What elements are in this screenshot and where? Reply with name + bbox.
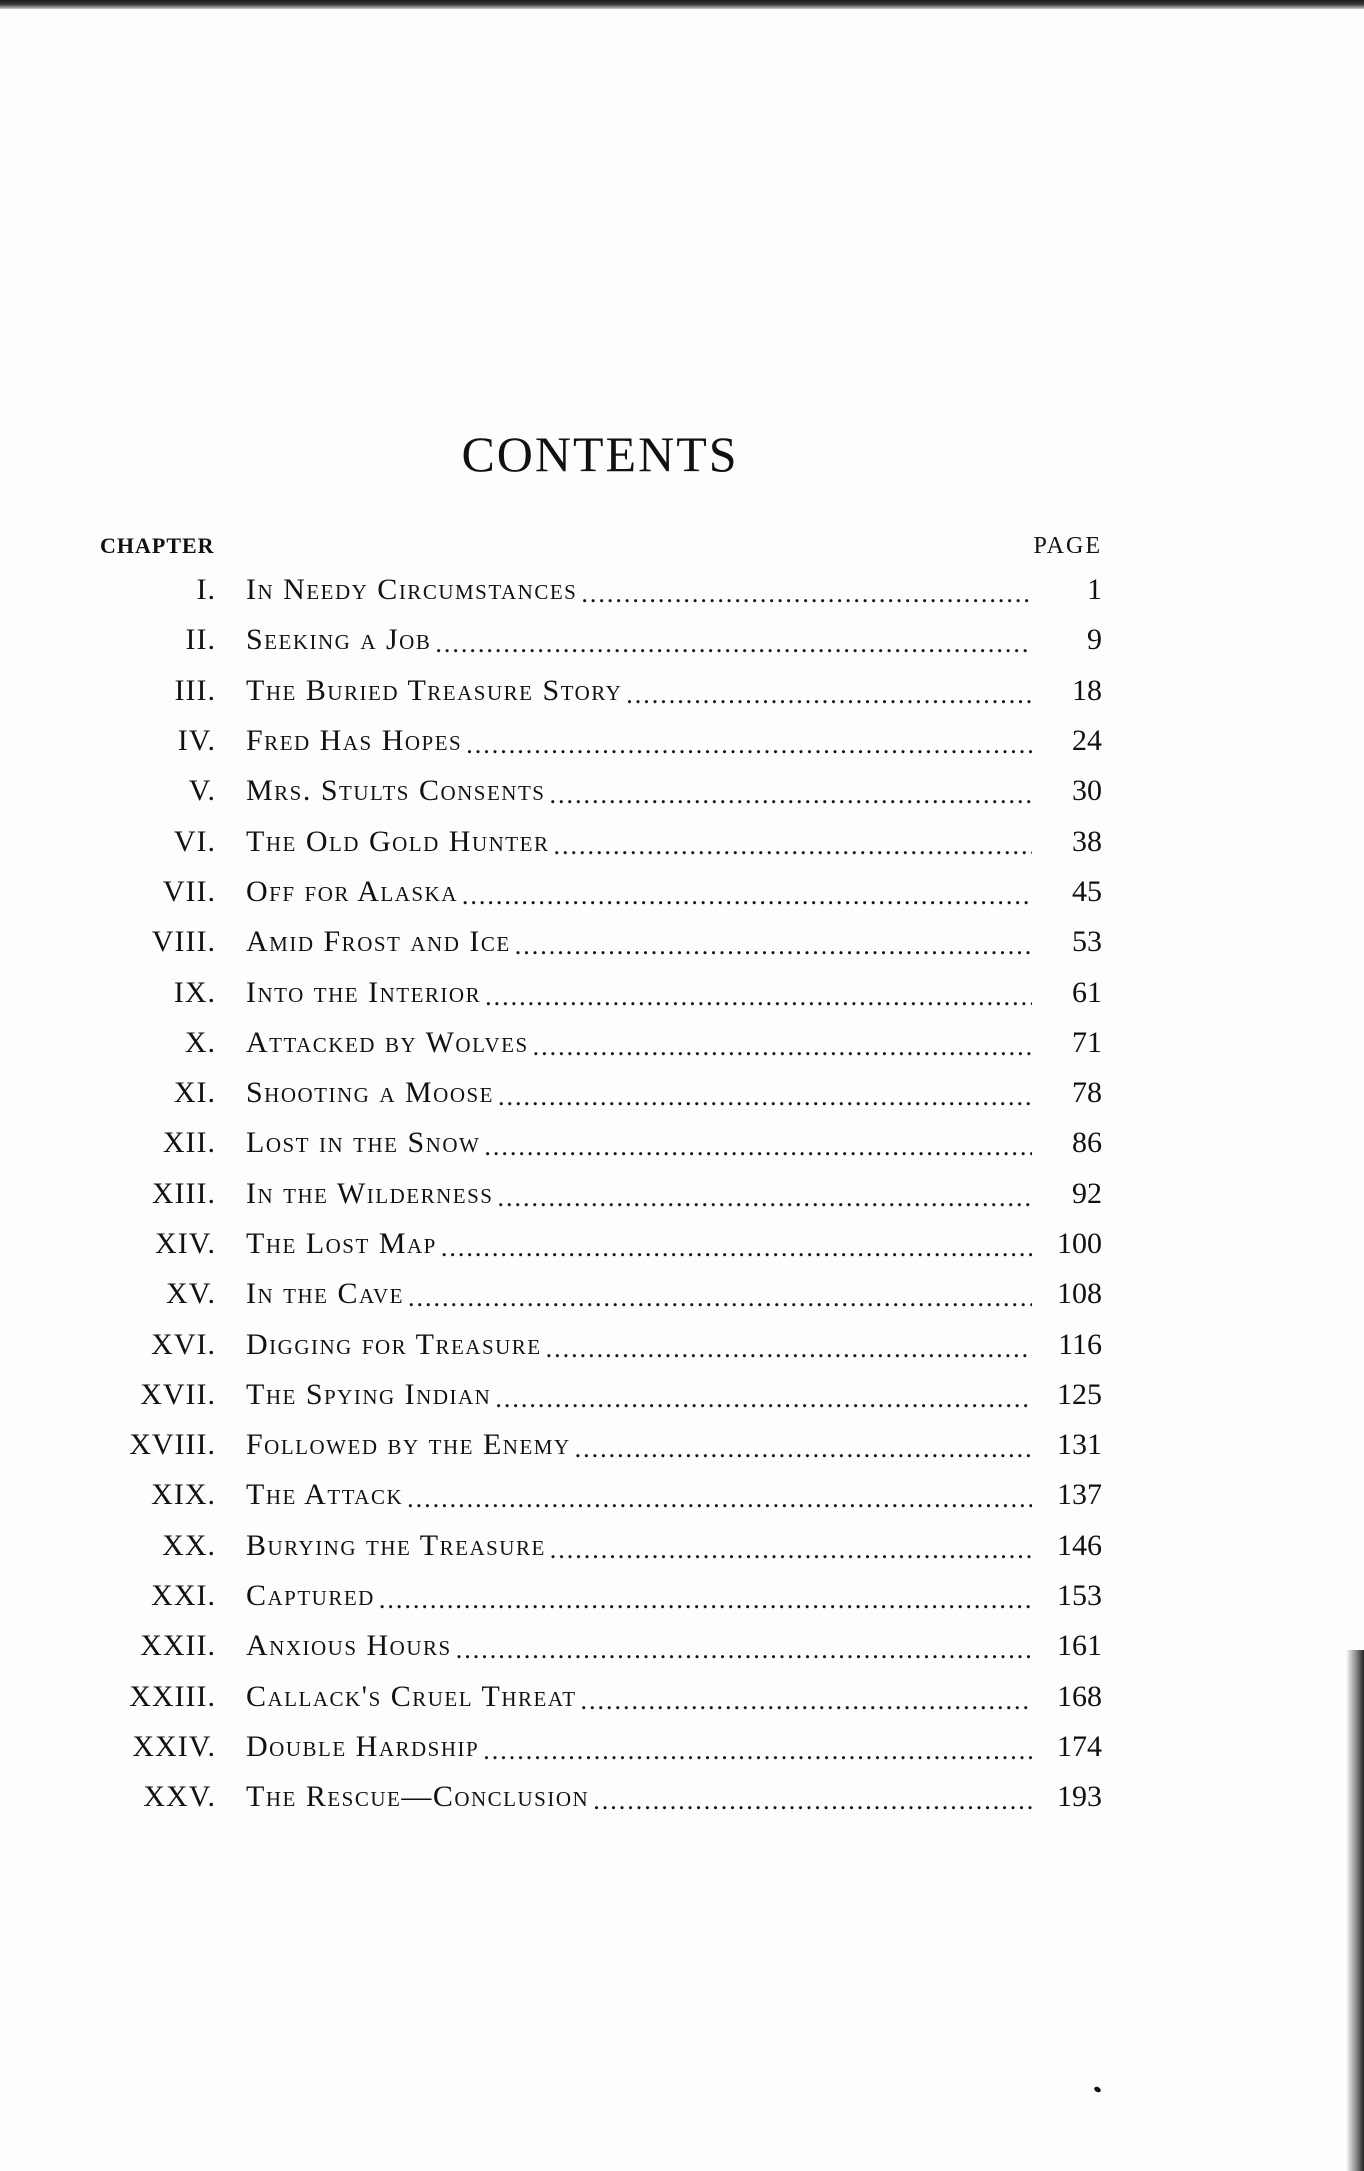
chapter-title: Into the Interior (246, 975, 482, 1009)
toc-entry (60, 1370, 1102, 1420)
dot-leader (495, 1384, 1032, 1414)
page-number: 146 (1057, 1528, 1102, 1562)
toc-entry (60, 917, 1102, 967)
chapter-title: Lost in the Snow (246, 1126, 481, 1160)
chapter-number: I. (196, 573, 216, 607)
chapter-number: XXIV. (132, 1729, 216, 1763)
chapter-number: VII. (162, 874, 216, 908)
dot-leader (515, 931, 1032, 961)
column-headers (100, 533, 1102, 563)
chapter-column-header: CHAPTER (100, 533, 215, 558)
dot-leader (553, 831, 1032, 861)
chapter-title: Seeking a Job (246, 623, 432, 657)
toc-entry (60, 1621, 1102, 1671)
chapter-number: II. (185, 623, 216, 657)
dot-leader (581, 1686, 1032, 1716)
dot-leader (497, 1183, 1032, 1213)
chapter-number: VIII. (151, 925, 216, 959)
dot-leader (626, 680, 1032, 710)
top-scan-edge (0, 0, 1364, 9)
toc-entry (60, 615, 1102, 665)
chapter-title: The Lost Map (246, 1227, 437, 1260)
page-number: 174 (1057, 1729, 1102, 1763)
chapter-number: XXII. (140, 1629, 216, 1663)
chapter-title: Callack's Cruel Threat (246, 1679, 577, 1713)
toc-entry (60, 1319, 1102, 1369)
chapter-title: The Spying Indian (246, 1377, 492, 1411)
chapter-number: XVII. (140, 1377, 216, 1411)
dot-leader (456, 1635, 1032, 1665)
dot-leader (549, 780, 1032, 810)
dot-leader (575, 1434, 1032, 1464)
toc-entry (60, 1118, 1102, 1168)
page-number: 61 (1072, 975, 1102, 1009)
toc-entry (60, 1470, 1102, 1520)
chapter-number: XXI. (151, 1579, 216, 1613)
toc-entry (60, 1420, 1102, 1470)
chapter-title: Digging for Treasure (246, 1327, 542, 1361)
chapter-number: XX. (162, 1528, 216, 1562)
page-number: 9 (1087, 623, 1102, 657)
toc-entry (60, 1722, 1102, 1772)
page-number: 71 (1072, 1025, 1102, 1059)
page-column-header: PAGE (1033, 533, 1102, 559)
chapter-title: In the Cave (246, 1277, 404, 1311)
toc-entry (60, 716, 1102, 766)
toc-entry (60, 816, 1102, 866)
dot-leader (466, 730, 1032, 760)
dot-leader (483, 1736, 1032, 1766)
dot-leader (484, 1132, 1032, 1162)
toc-entry (60, 867, 1102, 917)
chapter-number: XIX. (151, 1478, 216, 1512)
toc-entry (60, 1169, 1102, 1219)
chapter-title: Anxious Hours (246, 1629, 452, 1663)
page-number: 30 (1072, 774, 1102, 808)
dot-leader (407, 1484, 1032, 1514)
page-number: 108 (1057, 1277, 1102, 1311)
chapter-number: XII. (162, 1126, 216, 1160)
page-number: 53 (1072, 925, 1102, 959)
chapter-title: Burying the Treasure (246, 1528, 546, 1562)
chapter-number: X. (184, 1025, 216, 1059)
dot-leader (462, 881, 1032, 911)
page-title: CONTENTS (461, 426, 739, 482)
chapter-number: XIV. (155, 1227, 216, 1260)
dot-leader (546, 1334, 1032, 1364)
dot-leader (550, 1535, 1032, 1565)
page-number: 78 (1072, 1076, 1102, 1110)
page-number: 116 (1058, 1327, 1102, 1361)
dot-leader (485, 982, 1032, 1012)
toc-entry (60, 766, 1102, 816)
chapter-title: Shooting a Moose (246, 1076, 495, 1110)
dot-leader (379, 1585, 1032, 1615)
right-scan-edge (1346, 1650, 1364, 2171)
chapter-number: V. (188, 774, 216, 808)
page-number: 92 (1072, 1176, 1102, 1210)
page-number: 131 (1057, 1428, 1102, 1462)
toc-entry (60, 1672, 1102, 1722)
toc-entry (60, 1269, 1102, 1319)
toc-entry (60, 967, 1102, 1017)
dot-leader (593, 1786, 1032, 1816)
chapter-title: In the Wilderness (246, 1176, 494, 1210)
toc-entry (60, 1571, 1102, 1621)
chapter-title: Off for Alaska (246, 874, 458, 908)
chapter-title: In Needy Circumstances (246, 573, 578, 607)
dot-leader (441, 1233, 1032, 1263)
toc-entry (60, 1521, 1102, 1571)
page-number: 38 (1072, 824, 1102, 858)
chapter-title: Captured (246, 1579, 375, 1613)
page-number: 161 (1057, 1629, 1102, 1663)
chapter-number: XXV. (143, 1780, 216, 1814)
dot-leader (581, 579, 1032, 609)
toc-entry (60, 666, 1102, 716)
page-number: 86 (1072, 1126, 1102, 1160)
chapter-title: Followed by the Enemy (246, 1428, 571, 1462)
page-number: 168 (1057, 1679, 1102, 1713)
page-number: 1 (1087, 573, 1102, 607)
chapter-title: Double Hardship (246, 1729, 480, 1763)
chapter-title: The Old Gold Hunter (246, 824, 550, 858)
chapter-number: XVIII. (129, 1428, 216, 1462)
chapter-number: XI. (173, 1076, 216, 1110)
page-number: 125 (1057, 1377, 1102, 1411)
chapter-title: The Buried Treasure Story (246, 673, 623, 707)
page-number: 24 (1072, 724, 1102, 758)
page-number: 153 (1057, 1579, 1102, 1613)
toc-entry (60, 1068, 1102, 1118)
chapter-title: The Attack (246, 1478, 404, 1512)
chapter-title: Attacked by Wolves (246, 1025, 529, 1059)
toc-entry (60, 565, 1102, 615)
toc-entry (60, 1772, 1102, 1822)
chapter-number: VI. (173, 824, 216, 858)
chapter-number: XXIII. (129, 1679, 216, 1713)
chapter-title: Fred Has Hopes (246, 724, 463, 758)
chapter-number: IX. (173, 975, 216, 1009)
chapter-number: XIII. (151, 1176, 216, 1210)
page-number: 45 (1072, 874, 1102, 908)
ink-speck (1093, 2086, 1102, 2094)
chapter-title: Amid Frost and Ice (246, 925, 511, 959)
toc-entry (60, 1219, 1102, 1269)
chapter-number: III. (174, 673, 216, 707)
chapter-number: IV. (177, 724, 216, 758)
chapter-number: XVI. (151, 1327, 216, 1361)
table-of-contents (60, 565, 1102, 1822)
page-number: 100 (1057, 1227, 1102, 1260)
dot-leader (435, 629, 1032, 659)
page-number: 193 (1057, 1780, 1102, 1814)
dot-leader (498, 1082, 1032, 1112)
toc-entry (60, 1018, 1102, 1068)
dot-leader (408, 1283, 1032, 1313)
page-number: 137 (1057, 1478, 1102, 1512)
page-number: 18 (1072, 673, 1102, 707)
dot-leader (533, 1032, 1032, 1062)
chapter-title: Mrs. Stults Consents (246, 774, 546, 808)
chapter-title: The Rescue—Conclusion (246, 1780, 590, 1814)
chapter-number: XV. (166, 1277, 216, 1311)
